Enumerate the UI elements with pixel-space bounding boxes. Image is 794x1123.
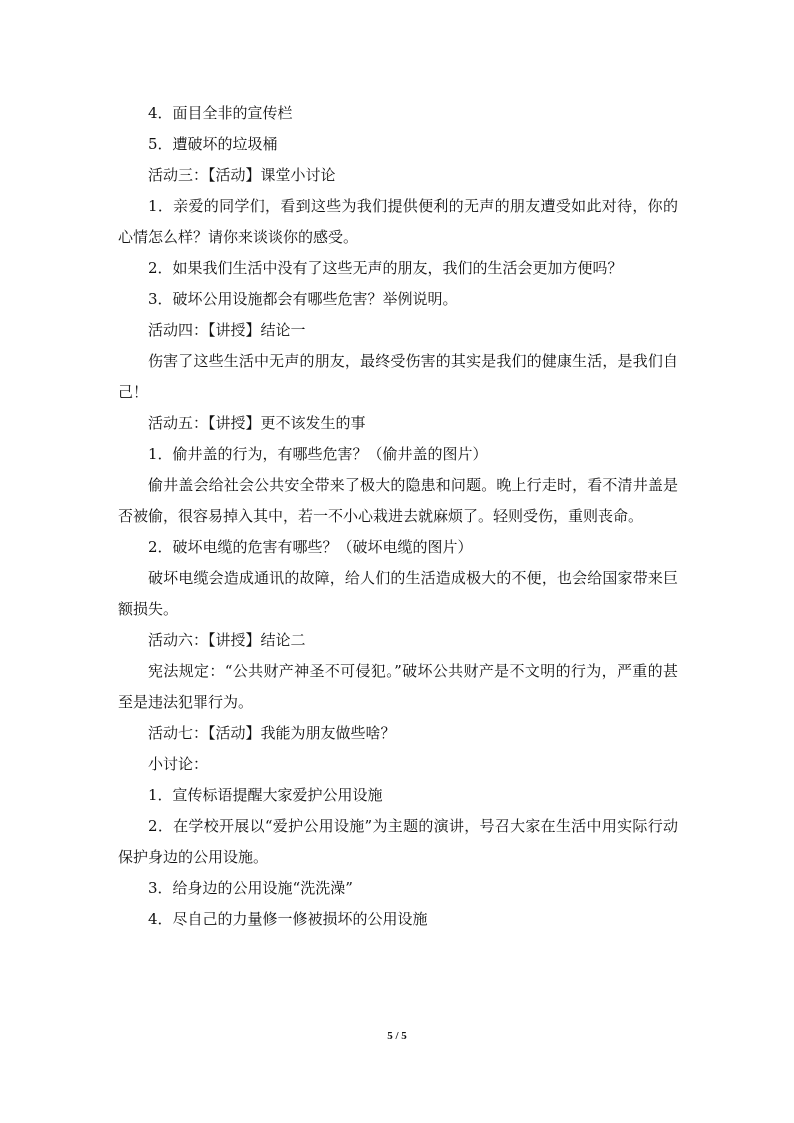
paragraph: 1．宣传标语提醒大家爱护公用设施 — [148, 786, 383, 804]
paragraph: 1．偷井盖的行为，有哪些危害？（偷井盖的图片） — [148, 445, 488, 463]
paragraph: 2．如果我们生活中没有了这些无声的朋友，我们的生活会更加方便吗？ — [148, 259, 623, 277]
paragraph: 偷井盖会给社会公共安全带来了极大的隐患和问题。晚上行走时，看不清井盖是否被偷，很容易掉入其中，若一不小心栽进去就麻烦了。轻则受伤，重则丧命。 — [118, 476, 678, 525]
activity-heading: 活动五：【讲授】更不该发生的事 — [148, 414, 366, 432]
paragraph: 5．遭破坏的垃圾桶 — [148, 135, 278, 153]
paragraph: 2．在学校开展以“爱护公用设施”为主题的演讲，号召大家在生活中用实际行动保护身边的公用设施。 — [118, 817, 678, 866]
paragraph: 1．亲爱的同学们，看到这些为我们提供便利的无声的朋友遭受如此对待，你的心情怎么样？请你来谈谈你的感受。 — [118, 197, 678, 246]
paragraph: 2．破坏电缆的危害有哪些？（破坏电缆的图片） — [148, 538, 473, 556]
paragraph: 破坏电缆会造成通讯的故障，给人们的生活造成极大的不便，也会给国家带来巨额损失。 — [118, 569, 678, 618]
paragraph: 3．给身边的公用设施“洗洗澡” — [148, 879, 353, 897]
activity-heading: 活动四：【讲授】结论一 — [148, 321, 306, 339]
paragraph: 伤害了这些生活中无声的朋友，最终受伤害的其实是我们的健康生活，是我们自己！ — [118, 352, 678, 401]
activity-heading: 活动三：【活动】课堂小讨论 — [148, 166, 336, 184]
paragraph: 小讨论： — [148, 755, 209, 773]
paragraph: 4．面目全非的宣传栏 — [148, 104, 293, 122]
page-number: 5 / 5 — [387, 1030, 407, 1042]
document-body — [118, 98, 678, 935]
activity-heading: 活动六：【讲授】结论二 — [148, 631, 306, 649]
paragraph: 宪法规定：“公共财产神圣不可侵犯。”破坏公共财产是不文明的行为，严重的甚至是违法犯罪行为。 — [118, 662, 678, 711]
activity-heading: 活动七：【活动】我能为朋友做些啥？ — [148, 724, 396, 742]
paragraph: 3．破坏公用设施都会有哪些危害？举例说明。 — [148, 290, 458, 308]
paragraph: 4．尽自己的力量修一修被损坏的公用设施 — [148, 910, 428, 928]
